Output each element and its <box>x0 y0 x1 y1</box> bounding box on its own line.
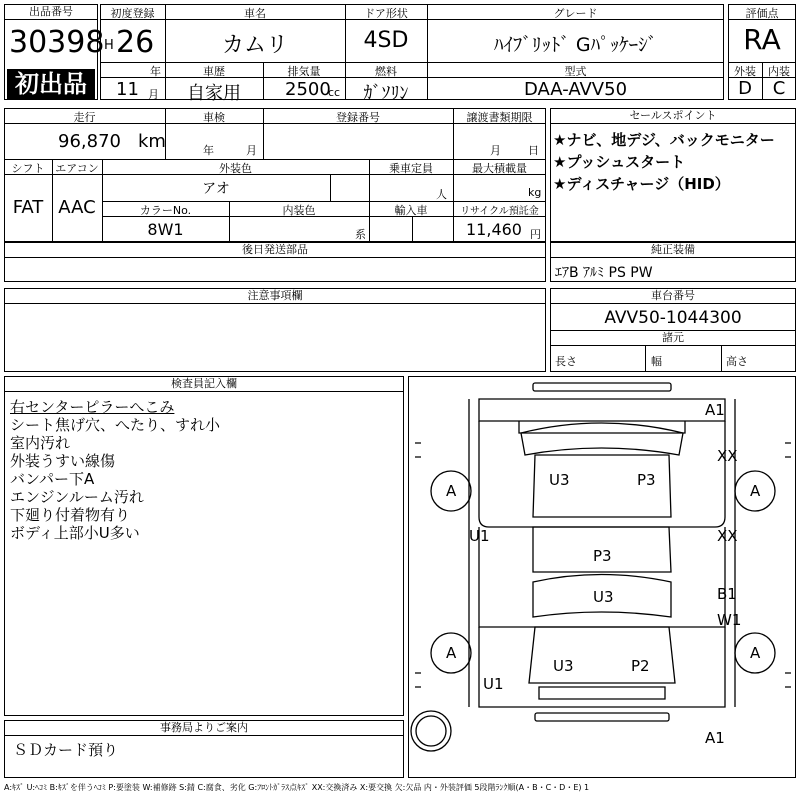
inspector-label: 検査員記入欄 <box>5 377 403 392</box>
grade-label: グレード <box>553 7 598 20</box>
damage-mark: P3 <box>637 471 656 489</box>
grade: ﾊｲﾌﾞﾘｯﾄﾞ Gﾊﾟｯｹｰｼﾞ <box>493 34 658 56</box>
chassis-label: 車台番号 <box>551 289 795 304</box>
yen-unit: 円 <box>530 228 541 241</box>
car-name-label: 車名 <box>244 7 266 20</box>
ac-label: エアコン <box>55 162 99 175</box>
color: アオ <box>202 181 230 197</box>
sales-point-item: ★プッシュスタート <box>553 153 686 171</box>
inspector-line: シート焦げ穴、へたり、すれ小 <box>10 416 221 434</box>
inspector-line: 下廻り付着物有り <box>10 506 131 524</box>
int-label: 内装 <box>768 65 790 78</box>
sales-point-item: ★ナビ、地デジ、バックモニター <box>553 131 775 149</box>
damage-mark: A <box>446 482 457 500</box>
shift-label: シフト <box>11 162 45 175</box>
model-label: 型式 <box>564 65 587 78</box>
damage-mark: P2 <box>631 657 650 675</box>
year-unit: 年 <box>150 65 161 78</box>
mileage-label: 走行 <box>73 111 96 124</box>
office-text: ＳＤカード預り <box>13 741 119 759</box>
fuel-label: 燃料 <box>375 65 397 78</box>
sales-points-label: セールスポイント <box>551 109 795 124</box>
recycle-amount: 11,460 <box>466 220 522 239</box>
lot-label: 出品番号 <box>5 5 97 20</box>
damage-mark: P3 <box>593 547 612 565</box>
inspector-line: バンパー下A <box>10 470 95 488</box>
lot-number: 30398 <box>9 25 105 60</box>
transfer-day-unit: 日 <box>528 144 539 157</box>
load-label: 最大積載量 <box>472 162 527 175</box>
notes-box <box>4 288 546 372</box>
damage-mark: U3 <box>593 588 614 606</box>
lot-box <box>4 4 105 100</box>
inspector-line: 室内汚れ <box>10 434 71 452</box>
inspector-line: 外装うすい線傷 <box>10 452 116 470</box>
damage-mark: XX <box>717 447 738 465</box>
capacity-unit: 人 <box>436 188 447 201</box>
office-box <box>4 720 404 778</box>
first-reg-label: 初度登録 <box>110 7 155 20</box>
chassis-box <box>550 288 796 372</box>
ext-score: D <box>738 78 752 99</box>
equipment-value: ｴｱB ｱﾙﾐ PS PW <box>555 265 653 281</box>
inspector-line: 右センターピラーへこみ <box>10 398 175 416</box>
month-unit: 月 <box>148 88 159 101</box>
damage-mark: A <box>446 644 457 662</box>
damage-mark: B1 <box>717 585 737 603</box>
int-color-label: 内装色 <box>282 204 316 217</box>
notes-label: 注意事項欄 <box>5 289 545 304</box>
history-label: 車歴 <box>203 65 225 78</box>
sales-points-box <box>550 108 796 242</box>
ext-label: 外装 <box>734 65 756 78</box>
int-score: C <box>772 78 786 99</box>
km-unit: km <box>138 131 166 152</box>
displacement-label: 排気量 <box>287 65 321 78</box>
equipment-box <box>550 242 796 282</box>
inspector-line: ボディ上部小U多い <box>10 524 140 542</box>
damage-mark: A1 <box>705 401 725 419</box>
shift: FAT <box>12 197 44 218</box>
later-parts-label: 後日発送部品 <box>5 243 545 258</box>
color-no: 8W1 <box>147 220 184 239</box>
history: 自家用 <box>187 83 241 104</box>
spec-length-label: 長さ <box>555 355 577 368</box>
import-label: 輸入車 <box>394 204 428 217</box>
first-listing-badge: 初出品 <box>7 69 95 99</box>
door-type: 4SD <box>363 28 409 53</box>
damage-mark: A <box>750 644 761 662</box>
color-label: 外装色 <box>219 162 252 175</box>
reg-year: 26 <box>116 25 155 60</box>
score-label: 評価点 <box>745 7 779 20</box>
model: DAA-AVV50 <box>523 79 628 100</box>
legend: A:ｷｽﾞ U:ﾍｺﾐ B:ｷｽﾞを伴うﾍｺﾐ P:要塗装 W:補修跡 S:錆 C:腐食、劣化 G:ﾌﾛﾝﾄｶﾞﾗｽ点ｷｽﾞ XX:交換済み X:要交換 欠:欠品 内・外装評価 5段階ﾗﾝｸ順(A・B・C・D・E) 1 <box>4 783 590 792</box>
inspector-line: エンジンルーム汚れ <box>10 488 144 506</box>
inspection-month-unit: 月 <box>246 144 257 157</box>
damage-mark: XX <box>717 527 738 545</box>
transfer-label: 譲渡書類期限 <box>466 111 533 124</box>
fuel: ｶﾞｿﾘﾝ <box>363 83 409 104</box>
chassis-number: AVV50-1044300 <box>604 308 742 328</box>
damage-mark: A1 <box>705 729 725 747</box>
recycle-label: リサイクル預託金 <box>460 206 539 217</box>
damage-mark: U1 <box>483 675 504 693</box>
door-label: ドア形状 <box>364 7 408 20</box>
load-unit: kg <box>528 186 542 199</box>
reg-no-label: 登録番号 <box>336 111 380 124</box>
specs-label: 諸元 <box>551 330 795 346</box>
inspection-label: 車検 <box>203 111 225 124</box>
damage-mark: W1 <box>717 611 742 629</box>
displacement: 2500 <box>285 79 331 100</box>
spec-height-label: 高さ <box>726 355 748 368</box>
sales-point-item: ★ディスチャージ（HID） <box>553 175 730 193</box>
damage-mark: U1 <box>469 527 490 545</box>
inspection-year-unit: 年 <box>203 144 214 157</box>
damage-mark: U3 <box>553 657 574 675</box>
damage-mark: U3 <box>549 471 570 489</box>
equipment-label: 純正装備 <box>551 243 795 258</box>
car-outline <box>409 377 797 779</box>
score: RA <box>743 23 781 56</box>
car-name: カムリ <box>221 33 288 58</box>
mileage: 96,870 <box>58 131 121 152</box>
era: H <box>104 38 114 53</box>
color-no-label: カラーNo. <box>139 204 192 217</box>
cc-unit: cc <box>328 86 341 99</box>
int-color-unit: 系 <box>355 228 366 241</box>
car-diagram <box>408 376 796 778</box>
inspector-box <box>4 376 404 716</box>
ac: AAC <box>58 197 96 218</box>
spec-width-label: 幅 <box>651 355 662 368</box>
damage-mark: A <box>750 482 761 500</box>
office-label: 事務局よりご案内 <box>5 721 403 736</box>
transfer-month-unit: 月 <box>490 144 501 157</box>
reg-month: 11 <box>116 79 139 100</box>
capacity-label: 乗車定員 <box>389 162 433 175</box>
later-parts-box <box>4 242 546 282</box>
